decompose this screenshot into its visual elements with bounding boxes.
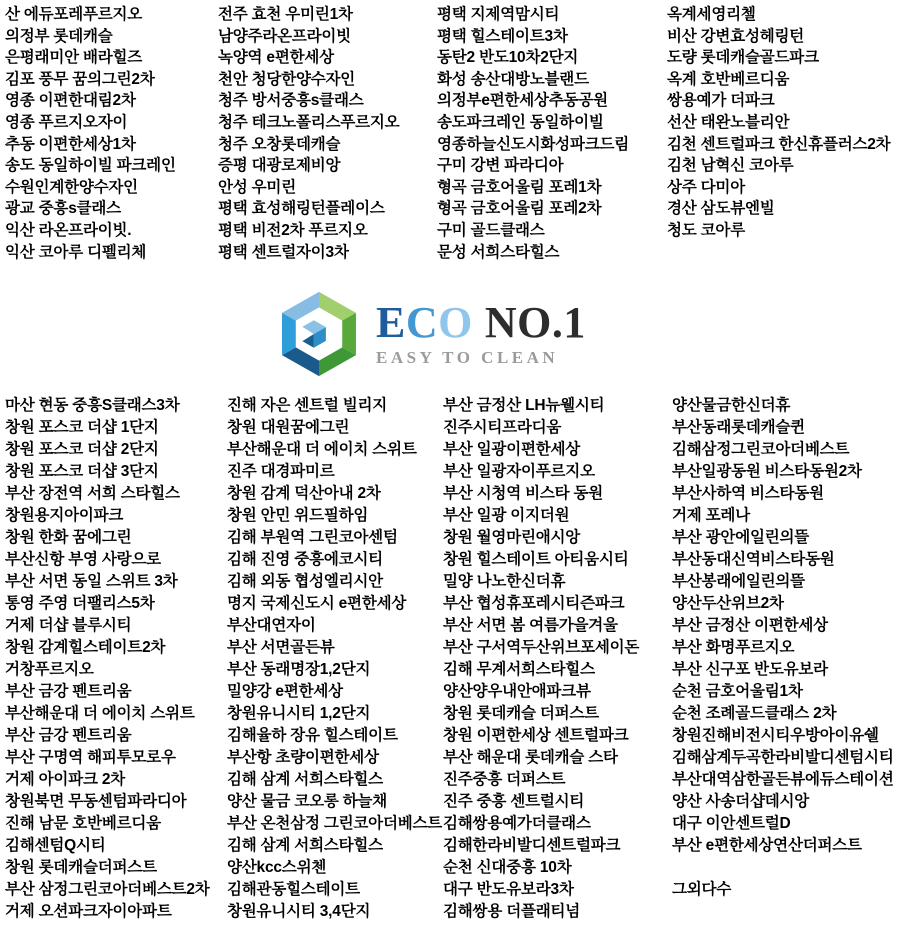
apartment-name: 구미 강변 파라디아 bbox=[437, 157, 564, 175]
apartment-name: 양산두산위브2차 bbox=[672, 595, 784, 612]
apartment-name: 부산 구서역두산위브포세이돈 bbox=[443, 639, 640, 656]
apartment-name: 문성 서희스타힐스 bbox=[437, 243, 560, 261]
apartment-name: 익산 라온프라이빗. bbox=[5, 221, 132, 239]
apartment-name: 진주 중흥 센트럴시티 bbox=[443, 793, 585, 810]
apartment-name: 평택 센트럴자이3차 bbox=[218, 243, 349, 261]
apartment-name: 김해 진영 중흥에코시티 bbox=[227, 551, 383, 568]
apartment-name: 안성 우미린 bbox=[218, 178, 296, 196]
bottom-column-3 bbox=[443, 395, 639, 923]
apartment-name: 부산신항 부영 사랑으로 bbox=[5, 551, 161, 568]
apartment-name: 구미 골드클래스 bbox=[437, 221, 545, 239]
apartment-name: 통영 주영 더팰리스5차 bbox=[5, 595, 155, 612]
apartment-name: 그외다수 bbox=[672, 881, 732, 898]
apartment-name: 진주시티프라디움 bbox=[443, 419, 562, 436]
apartment-name: 김해 무계서희스타힐스 bbox=[443, 661, 595, 678]
apartment-name: 은평래미안 배라힐즈 bbox=[5, 49, 143, 67]
apartment-name: 부산동래롯데캐슬퀸 bbox=[672, 419, 805, 436]
apartment-name: 명지 국제신도시 e편한세상 bbox=[227, 595, 407, 612]
apartment-name: 익산 코아루 디펠리체 bbox=[5, 243, 147, 261]
top-column-2 bbox=[218, 4, 399, 263]
hexagon-cube-logo-icon bbox=[276, 291, 362, 377]
logo-letter-e: E bbox=[376, 297, 406, 347]
apartment-name: 창원 힐스테이트 아티움시티 bbox=[443, 551, 629, 568]
apartment-name: 거제 더샵 블루시티 bbox=[5, 617, 132, 634]
logo-title bbox=[376, 297, 586, 347]
apartment-name: 진해 남문 호반베르디움 bbox=[5, 815, 161, 832]
apartment-name: 부산 동래명장1,2단지 bbox=[227, 661, 371, 678]
apartment-name: 옥계세영리첼 bbox=[667, 6, 756, 23]
apartment-name: 밀양강 e편한세상 bbox=[227, 683, 343, 700]
apartment-name: 창원 대원꿈에그린 bbox=[227, 419, 350, 436]
apartment-name: 양산양우내안애파크뷰 bbox=[443, 683, 591, 700]
apartment-name: 부산 금강 펜트리움 bbox=[5, 727, 132, 744]
apartment-name: 진주중흥 더퍼스트 bbox=[443, 771, 566, 788]
apartment-name: 거창푸르지오 bbox=[5, 661, 94, 678]
apartment-name: 부산봉래에일린의뜰 bbox=[672, 573, 805, 590]
apartment-name: 창원 포스코 더샵 2단지 bbox=[5, 441, 159, 458]
apartment-name: 증평 대광로제비앙 bbox=[218, 157, 341, 175]
apartment-name: 부산항 초량이편한세상 bbox=[227, 749, 379, 766]
apartment-name: 김해관동힐스테이트 bbox=[227, 881, 360, 898]
apartment-name: 진주 대경파미르 bbox=[227, 463, 335, 480]
apartment-name: 형곡 금호어울림 포레1차 bbox=[437, 178, 602, 196]
apartment-name: 부산 신구포 반도유보라 bbox=[672, 661, 828, 678]
apartment-name: 창원용지아이파크 bbox=[5, 507, 124, 524]
apartment-name: 청주 테크노폴리스푸르지오 bbox=[218, 113, 400, 131]
apartment-name: 부산 화명푸르지오 bbox=[672, 639, 795, 656]
apartment-name: 김해삼정그린코아더베스트 bbox=[672, 441, 850, 458]
apartment-name: 부산 금강 펜트리움 bbox=[5, 683, 132, 700]
apartment-name: 창원 이편한세상 센트럴파크 bbox=[443, 727, 629, 744]
apartment-name: 창원 월영마린애시앙 bbox=[443, 529, 581, 546]
apartment-name: 추동 이편한세상1차 bbox=[5, 135, 136, 153]
apartment-name: 부산 서면골든뷰 bbox=[227, 639, 335, 656]
apartment-name: 부산대역삼한골든뷰에듀스테이션 bbox=[672, 771, 894, 788]
apartment-name: 창원 안민 위드필하임 bbox=[227, 507, 369, 524]
top-column-3 bbox=[437, 4, 629, 263]
apartment-name: 순천 조례골드클래스 2차 bbox=[672, 705, 837, 722]
apartment-name: 평택 힐스테이트3차 bbox=[437, 27, 568, 45]
apartment-name: 창원 감계 덕산아내 2차 bbox=[227, 485, 381, 502]
top-column-4 bbox=[667, 4, 890, 242]
top-column-1 bbox=[5, 4, 176, 263]
apartment-name: 의정부 롯데캐슬 bbox=[5, 27, 113, 45]
logo-letter-o: O bbox=[438, 297, 473, 347]
apartment-name: 부산일광동원 비스타동원2차 bbox=[672, 463, 862, 480]
apartment-name: 창원 감계힐스테이트2차 bbox=[5, 639, 166, 656]
apartment-name: 부산 e편한세상연산더퍼스트 bbox=[672, 837, 862, 854]
apartment-name: 전주 효천 우미린1차 bbox=[218, 6, 353, 23]
apartment-name: 김해쌍용예가더클래스 bbox=[443, 815, 591, 832]
apartment-name: 김해쌍용 더플래티넘 bbox=[443, 903, 581, 920]
apartment-name: 부산대연자이 bbox=[227, 617, 316, 634]
apartment-name: 청도 코아루 bbox=[667, 221, 745, 239]
apartment-name: 김해 부원역 그린코아센텀 bbox=[227, 529, 398, 546]
apartment-name: 부산 금정산 LH뉴웰시티 bbox=[443, 397, 605, 414]
logo-tagline: EASY TO CLEAN bbox=[376, 347, 559, 367]
apartment-name: 부산 시청역 비스타 동원 bbox=[443, 485, 604, 502]
apartment-name: 양산kcc스위첸 bbox=[227, 859, 327, 876]
apartment-name: 대구 이안센트럴D bbox=[672, 815, 791, 832]
apartment-name: 영종 이편한대림2차 bbox=[5, 92, 136, 110]
eco-no1-logo bbox=[276, 291, 586, 377]
apartment-name: 양산 물금 코오롱 하늘채 bbox=[227, 793, 388, 810]
apartment-name: 영종하늘신도시화성파크드림 bbox=[437, 135, 630, 153]
apartment-name: 경산 삼도뷰엔빌 bbox=[667, 200, 775, 218]
apartment-name: 부산 장전역 서희 스타힐스 bbox=[5, 485, 180, 502]
apartment-name: 양산 사송더샵데시앙 bbox=[672, 793, 810, 810]
apartment-name: 선산 태완노블리안 bbox=[667, 113, 790, 131]
apartment-name: 부산 삼정그린코아더베스트2차 bbox=[5, 881, 210, 898]
apartment-name: 동탄2 반도10차2단지 bbox=[437, 49, 579, 67]
apartment-name: 대구 반도유보라3차 bbox=[443, 881, 574, 898]
apartment-name: 쌍용예가 더파크 bbox=[667, 92, 775, 110]
apartment-name: 화성 송산대방노블랜드 bbox=[437, 70, 589, 88]
apartment-name: 밀양 나노한신더휴 bbox=[443, 573, 566, 590]
apartment-name: 김해 삼계 서희스타힐스 bbox=[227, 837, 383, 854]
apartment-name: 도량 롯데캐슬골드파크 bbox=[667, 49, 819, 67]
apartment-name: 부산해운대 더 에이치 스위트 bbox=[227, 441, 417, 458]
apartment-name: 김해삼계두곡한라비발디센텀시티 bbox=[672, 749, 894, 766]
apartment-name: 평택 효성해링턴플레이스 bbox=[218, 200, 385, 218]
apartment-name: 창원 롯데캐슬더퍼스트 bbox=[5, 859, 157, 876]
apartment-name: 창원 한화 꿈에그린 bbox=[5, 529, 132, 546]
logo-letter-c: C bbox=[405, 297, 439, 347]
bottom-column-1 bbox=[5, 395, 210, 923]
apartment-name: 부산 금정산 이편한세상 bbox=[672, 617, 828, 634]
apartment-name: 창원북면 무동센텀파라디아 bbox=[5, 793, 187, 810]
apartment-name: 송도파크레인 동일하이빌 bbox=[437, 113, 604, 131]
apartment-name: 부산 광안에일린의뜰 bbox=[672, 529, 810, 546]
apartment-name: 녹양역 e편한세상 bbox=[218, 49, 334, 67]
apartment-name: 김해 삼계 서희스타힐스 bbox=[227, 771, 383, 788]
apartment-name: 남양주라온프라이빗 bbox=[218, 27, 351, 45]
apartment-name: 부산 일광이편한세상 bbox=[443, 441, 581, 458]
apartment-name: 창원 포스코 더샵 1단지 bbox=[5, 419, 159, 436]
apartment-name: 거제 포레나 bbox=[672, 507, 750, 524]
apartment-name: 김해한라비발디센트럴파크 bbox=[443, 837, 621, 854]
apartment-name: 산 에듀포레푸르지오 bbox=[5, 6, 143, 23]
apartment-name: 창원유니시티 1,2단지 bbox=[227, 705, 371, 722]
logo-no1: NO.1 bbox=[484, 297, 586, 347]
apartment-name: 김천 센트럴파크 한신휴플러스2차 bbox=[667, 135, 891, 153]
apartment-name: 수원인계한양수자인 bbox=[5, 178, 138, 196]
apartment-name: 부산 일광 이지더원 bbox=[443, 507, 570, 524]
apartment-name: 양산물금한신더휴 bbox=[672, 397, 791, 414]
apartment-name: 김해센텀Q시티 bbox=[5, 837, 106, 854]
apartment-name: 부산 일광자이푸르지오 bbox=[443, 463, 595, 480]
apartment-name: 창원 포스코 더샵 3단지 bbox=[5, 463, 159, 480]
apartment-name: 평택 비전2차 푸르지오 bbox=[218, 221, 368, 239]
apartment-name: 마산 현동 중흥S클래스3차 bbox=[5, 397, 180, 414]
apartment-name: 김천 남혁신 코아루 bbox=[667, 157, 794, 175]
logo-text-block bbox=[376, 297, 586, 368]
apartment-name: 거제 오션파크자이아파트 bbox=[5, 903, 172, 920]
bottom-column-4 bbox=[672, 395, 894, 901]
apartment-name: 부산 온천삼정 그린코아더베스트 bbox=[227, 815, 443, 832]
apartment-name: 김해 외동 협성엘리시안 bbox=[227, 573, 383, 590]
apartment-name: 의정부e편한세상추동공원 bbox=[437, 92, 608, 110]
apartment-name: 창원진해비전시티우방아이유쉘 bbox=[672, 727, 879, 744]
apartment-name: 부산 구명역 해피투모로우 bbox=[5, 749, 176, 766]
apartment-name bbox=[672, 857, 894, 879]
apartment-name: 창원 롯데캐슬 더퍼스트 bbox=[443, 705, 599, 722]
apartment-name: 순천 금호어울림1차 bbox=[672, 683, 803, 700]
apartment-name: 비산 강변효성헤링턴 bbox=[667, 27, 805, 45]
apartment-name: 천안 청당한양수자인 bbox=[218, 70, 356, 88]
apartment-name: 형곡 금호어울림 포레2차 bbox=[437, 200, 602, 218]
apartment-name: 부산 협성휴포레시티즌파크 bbox=[443, 595, 625, 612]
apartment-name: 송도 동일하이빌 파크레인 bbox=[5, 157, 176, 175]
apartment-name: 옥계 호반베르디움 bbox=[667, 70, 790, 88]
apartment-name: 순천 신대중흥 10차 bbox=[443, 859, 572, 876]
apartment-name: 부산동대신역비스타동원 bbox=[672, 551, 835, 568]
apartment-name: 상주 다미아 bbox=[667, 178, 745, 196]
apartment-name: 김포 풍무 꿈의그린2차 bbox=[5, 70, 155, 88]
apartment-name: 평택 지제역맘시티 bbox=[437, 6, 560, 23]
apartment-name: 영종 푸르지오자이 bbox=[5, 113, 128, 131]
apartment-name: 부산 해운대 롯데캐슬 스타 bbox=[443, 749, 618, 766]
apartment-name: 부산사하역 비스타동원 bbox=[672, 485, 824, 502]
apartment-name: 청주 방서중흥s클래스 bbox=[218, 92, 364, 110]
apartment-name: 부산 서면 봄 여름가을겨울 bbox=[443, 617, 618, 634]
bottom-column-2 bbox=[227, 395, 442, 923]
apartment-name: 창원유니시티 3,4단지 bbox=[227, 903, 371, 920]
apartment-name: 부산해운대 더 에이치 스위트 bbox=[5, 705, 195, 722]
apartment-name: 김해율하 장유 힐스테이트 bbox=[227, 727, 398, 744]
apartment-name: 진해 자은 센트럴 빌리지 bbox=[227, 397, 388, 414]
apartment-name: 거제 아이파크 2차 bbox=[5, 771, 126, 788]
apartment-name: 부산 서면 동일 스위트 3차 bbox=[5, 573, 178, 590]
apartment-name: 광교 중흥s클래스 bbox=[5, 200, 121, 218]
apartment-name: 청주 오창롯데캐슬 bbox=[218, 135, 341, 153]
